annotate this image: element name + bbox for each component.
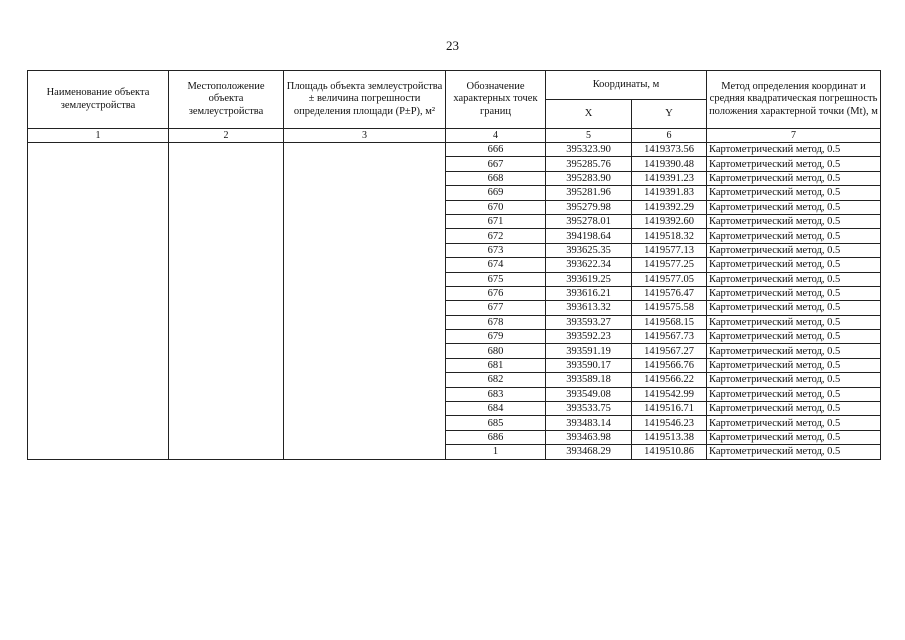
y-coordinate-cell: 1419510.86 xyxy=(632,445,707,459)
method-cell: Картометрический метод, 0.5 xyxy=(707,186,881,200)
x-coordinate-cell: 393591.19 xyxy=(546,344,632,358)
x-coordinate-cell: 393549.08 xyxy=(546,387,632,401)
x-coordinate-cell: 393625.35 xyxy=(546,243,632,257)
x-coordinate-cell: 393613.32 xyxy=(546,301,632,315)
table-row xyxy=(28,143,881,157)
column-number: 5 xyxy=(546,129,632,143)
x-coordinate-cell: 393463.98 xyxy=(546,430,632,444)
method-cell: Картометрический метод, 0.5 xyxy=(707,330,881,344)
header-method: Метод определения координат и средняя квадратическая погрешность положения характерной точки (Mt), м xyxy=(707,71,881,129)
x-coordinate-cell: 393533.75 xyxy=(546,402,632,416)
method-cell: Картометрический метод, 0.5 xyxy=(707,229,881,243)
point-cell: 685 xyxy=(446,416,546,430)
x-coordinate-cell: 393619.25 xyxy=(546,272,632,286)
method-cell: Картометрический метод, 0.5 xyxy=(707,344,881,358)
x-coordinate-cell: 395283.90 xyxy=(546,171,632,185)
method-cell: Картометрический метод, 0.5 xyxy=(707,301,881,315)
y-coordinate-cell: 1419391.23 xyxy=(632,171,707,185)
page-number: 23 xyxy=(446,38,459,53)
point-cell: 681 xyxy=(446,358,546,372)
y-coordinate-cell: 1419566.22 xyxy=(632,373,707,387)
point-cell: 678 xyxy=(446,315,546,329)
method-cell: Картометрический метод, 0.5 xyxy=(707,258,881,272)
point-cell: 686 xyxy=(446,430,546,444)
point-cell: 680 xyxy=(446,344,546,358)
y-coordinate-cell: 1419568.15 xyxy=(632,315,707,329)
point-cell: 676 xyxy=(446,286,546,300)
point-cell: 667 xyxy=(446,157,546,171)
point-cell: 675 xyxy=(446,272,546,286)
x-coordinate-cell: 393483.14 xyxy=(546,416,632,430)
header-x: X xyxy=(546,100,632,129)
y-coordinate-cell: 1419566.76 xyxy=(632,358,707,372)
method-cell: Картометрический метод, 0.5 xyxy=(707,157,881,171)
y-coordinate-cell: 1419390.48 xyxy=(632,157,707,171)
point-cell: 679 xyxy=(446,330,546,344)
header-object-name: Наименование объекта землеустройства xyxy=(28,71,169,129)
method-cell: Картометрический метод, 0.5 xyxy=(707,416,881,430)
method-cell: Картометрический метод, 0.5 xyxy=(707,286,881,300)
y-coordinate-cell: 1419577.13 xyxy=(632,243,707,257)
header-area: Площадь объекта землеустройства ± величина погрешности определения площади (P±P), м² xyxy=(284,71,446,129)
point-cell: 671 xyxy=(446,214,546,228)
header-row xyxy=(28,71,881,100)
table-body xyxy=(28,143,881,460)
column-number: 7 xyxy=(707,129,881,143)
point-cell: 683 xyxy=(446,387,546,401)
object-name-cell xyxy=(28,143,169,460)
x-coordinate-cell: 393592.23 xyxy=(546,330,632,344)
method-cell: Картометрический метод, 0.5 xyxy=(707,272,881,286)
method-cell: Картометрический метод, 0.5 xyxy=(707,373,881,387)
point-cell: 670 xyxy=(446,200,546,214)
point-cell: 666 xyxy=(446,143,546,157)
method-cell: Картометрический метод, 0.5 xyxy=(707,143,881,157)
x-coordinate-cell: 395285.76 xyxy=(546,157,632,171)
y-coordinate-cell: 1419516.71 xyxy=(632,402,707,416)
y-coordinate-cell: 1419513.38 xyxy=(632,430,707,444)
method-cell: Картометрический метод, 0.5 xyxy=(707,171,881,185)
x-coordinate-cell: 393468.29 xyxy=(546,445,632,459)
x-coordinate-cell: 395279.98 xyxy=(546,200,632,214)
method-cell: Картометрический метод, 0.5 xyxy=(707,358,881,372)
y-coordinate-cell: 1419576.47 xyxy=(632,286,707,300)
x-coordinate-cell: 393622.34 xyxy=(546,258,632,272)
method-cell: Картометрический метод, 0.5 xyxy=(707,243,881,257)
column-number-row xyxy=(28,129,881,143)
point-cell: 673 xyxy=(446,243,546,257)
y-coordinate-cell: 1419373.56 xyxy=(632,143,707,157)
point-cell: 682 xyxy=(446,373,546,387)
column-number: 3 xyxy=(284,129,446,143)
column-number: 4 xyxy=(446,129,546,143)
point-cell: 684 xyxy=(446,402,546,416)
point-cell: 677 xyxy=(446,301,546,315)
method-cell: Картометрический метод, 0.5 xyxy=(707,200,881,214)
y-coordinate-cell: 1419575.58 xyxy=(632,301,707,315)
method-cell: Картометрический метод, 0.5 xyxy=(707,430,881,444)
x-coordinate-cell: 393590.17 xyxy=(546,358,632,372)
y-coordinate-cell: 1419391.83 xyxy=(632,186,707,200)
point-cell: 668 xyxy=(446,171,546,185)
point-cell: 674 xyxy=(446,258,546,272)
area-cell xyxy=(284,143,446,460)
method-cell: Картометрический метод, 0.5 xyxy=(707,445,881,459)
y-coordinate-cell: 1419392.60 xyxy=(632,214,707,228)
y-coordinate-cell: 1419577.25 xyxy=(632,258,707,272)
x-coordinate-cell: 395278.01 xyxy=(546,214,632,228)
y-coordinate-cell: 1419546.23 xyxy=(632,416,707,430)
y-coordinate-cell: 1419542.99 xyxy=(632,387,707,401)
y-coordinate-cell: 1419567.73 xyxy=(632,330,707,344)
x-coordinate-cell: 394198.64 xyxy=(546,229,632,243)
boundary-points-table xyxy=(27,70,881,460)
method-cell: Картометрический метод, 0.5 xyxy=(707,214,881,228)
point-cell: 672 xyxy=(446,229,546,243)
location-cell xyxy=(169,143,284,460)
x-coordinate-cell: 393589.18 xyxy=(546,373,632,387)
y-coordinate-cell: 1419518.32 xyxy=(632,229,707,243)
point-cell: 1 xyxy=(446,445,546,459)
x-coordinate-cell: 395281.96 xyxy=(546,186,632,200)
y-coordinate-cell: 1419567.27 xyxy=(632,344,707,358)
header-location: Местоположение объекта землеустройства xyxy=(169,71,284,129)
column-number: 1 xyxy=(28,129,169,143)
y-coordinate-cell: 1419392.29 xyxy=(632,200,707,214)
method-cell: Картометрический метод, 0.5 xyxy=(707,315,881,329)
method-cell: Картометрический метод, 0.5 xyxy=(707,402,881,416)
x-coordinate-cell: 393593.27 xyxy=(546,315,632,329)
x-coordinate-cell: 395323.90 xyxy=(546,143,632,157)
method-cell: Картометрический метод, 0.5 xyxy=(707,387,881,401)
header-y: Y xyxy=(632,100,707,129)
point-cell: 669 xyxy=(446,186,546,200)
column-number: 6 xyxy=(632,129,707,143)
header-coordinates: Координаты, м xyxy=(546,71,707,100)
column-number: 2 xyxy=(169,129,284,143)
y-coordinate-cell: 1419577.05 xyxy=(632,272,707,286)
header-point-designation: Обозначение характерных точек границ xyxy=(446,71,546,129)
x-coordinate-cell: 393616.21 xyxy=(546,286,632,300)
